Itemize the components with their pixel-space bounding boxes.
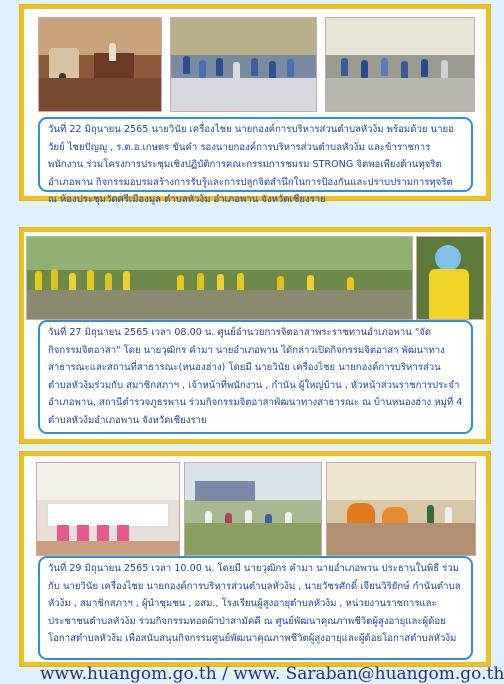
news-panel-1 [20,5,490,205]
photo-meeting-hall [325,17,475,112]
news-caption-1: วันที่ 22 มิถุนายน 2565 นายวินัย เครื่องไชย นายกองค์การบริหารส่วนตำบลหัวง้ม พร้อมด้วย นายอวัยย์ ไชยปัญญู , ร.ต.อ.เกษตร ขันคำ รองนายกองค์การบริหารส่วนตำบลหัวง้ม และข้าราชการ พนักงาน ร่วมโครงการประชุมเชิงปฏิบัติการคณะกรรมการชมรม STRONG จิตพอเพียงต้านทุจริต อำเภอพาน กิจกรรมอบรมสร้างการรับรู้และการปลูกจิตสำนึกในการป้องกันและปราบปรามการทุจริต ณ ห้องประชุมวัดศรีเมืองมูล ตำบลหัวง้ม อำเภอพาน จังหวัดเชียงราย [38,117,473,192]
photo-meeting-audience [170,17,317,112]
photo-meeting-speaker [38,17,162,112]
news-panel-2 [20,228,490,443]
photo-ceremony-offerings [36,462,180,556]
news-caption-3: วันที่ 29 มิถุนายน 2565 เวลา 10.00 น. โดยมี นายวุฒิกร คำมา นายอำเภอพาน ประธานในพิธี ร่วมกับ นายวินัย เครื่องไชย นายกองค์การบริหารส่วนตำบลหัวง้ม , นายวัชรศักดิ์ เจียนวิริยักษ์ กำนันตำบลหัวง้ม , สมาชิกสภาฯ , ผู้นำชุมชน , อสม., โรงเรียนผู้สูงอายุตำบลหัวง้ม , หน่วยงานราชการและประชาชนตำบลหัวง้ม ร่วมกิจกรรมทอดผ้าป่าสามัคคี ณ ศูนย์พัฒนาคุณภาพชีวิตผู้สูงอายุและผู้ด้อยโอกาสตำบลหัวง้ม เพื่อสนับสนุนกิจกรรมศูนย์พัฒนาคุณภาพชีวิตผู้สูงอายุและผู้ด้อยโอกาสตำบลหัวง้ม [38,556,473,660]
photo-monk-ceremony [326,462,476,556]
news-caption-2: วันที่ 27 มิถุนายน 2565 เวลา 08.00 น. ศูนย์อำนวยการจิตอาสาพระราชทานอำเภอพาน "จัดกิจกรรมจิตอาสา" โดย นายวุฒิกร คำมา นายอำเภอพาน ได้กล่าวเปิดกิจกรรมจิตอาสา พัฒนาทางสาธารณะและสถานที่สาธารณะ(หนองฮ่าง) โดยมี นายวินัย เครื่องไชย นายกองค์การบริหารส่วนตำบลหัวง้มร่วมกับ สมาชิกสภาฯ , เจ้าหน้าที่พนักงาน , กำนัน ผู้ใหญ่บ้าน , หัวหน้าส่วนราชการประจำอำเภอพาน, สถานีตำรวจภูธรพาน ร่วมกิจกรรมจิตอาสาพัฒนาทางสาธารณะ ณ บ้านหนองฮ่าง หมู่ที่ 4 ตำบลหัวง้มอำเภอพาน จังหวัดเชียงราย [38,320,473,434]
photo-volunteers [26,236,413,320]
photo-district-chief [416,236,484,320]
website-footer: www.huangom.go.th / www. Saraban@huangom.go.th [40,664,504,684]
photo-outdoor-gathering [184,462,322,556]
news-panel-3 [20,452,490,666]
